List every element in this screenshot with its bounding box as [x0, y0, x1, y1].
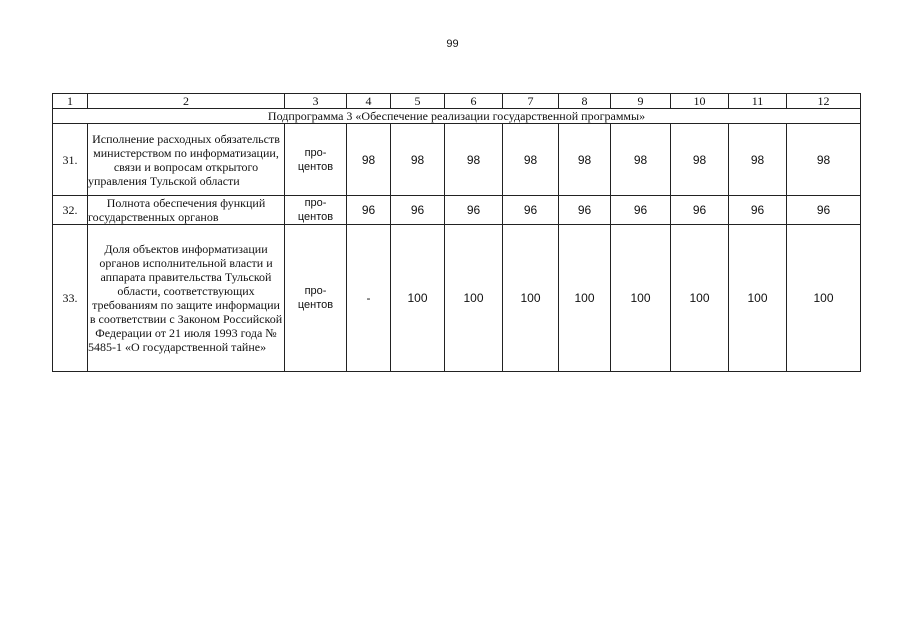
table-row: [53, 124, 861, 196]
value-cell: 98: [787, 124, 861, 196]
unit-line: центов: [297, 211, 334, 223]
value-cell: 100: [559, 225, 611, 372]
value-cell: 100: [787, 225, 861, 372]
unit-cell: [285, 225, 347, 372]
column-header: 7: [503, 94, 559, 109]
row-number: 32.: [53, 196, 88, 225]
unit-cell: [285, 196, 347, 225]
value-cell: 100: [503, 225, 559, 372]
subprogram-title: Подпрограмма 3 «Обеспечение реализации государственной программы»: [53, 109, 861, 124]
unit-cell: [285, 124, 347, 196]
value-cell: 96: [559, 196, 611, 225]
unit-line: про-: [304, 197, 327, 209]
value-cell: 98: [611, 124, 671, 196]
value-cell: 100: [391, 225, 445, 372]
column-header: 8: [559, 94, 611, 109]
indicator-name: Полнота обеспечения функций государственных органов: [88, 196, 285, 225]
table-row: [53, 225, 861, 372]
value-cell: 96: [729, 196, 787, 225]
unit-line: про-: [304, 285, 327, 297]
value-cell: 100: [671, 225, 729, 372]
value-cell: 98: [671, 124, 729, 196]
value-cell: 96: [391, 196, 445, 225]
value-cell: 96: [347, 196, 391, 225]
value-cell: 96: [787, 196, 861, 225]
value-cell: 100: [611, 225, 671, 372]
value-cell: -: [347, 225, 391, 372]
value-cell: 98: [559, 124, 611, 196]
value-cell: 98: [347, 124, 391, 196]
value-cell: 98: [729, 124, 787, 196]
value-cell: 100: [445, 225, 503, 372]
column-header: 12: [787, 94, 861, 109]
value-cell: 96: [611, 196, 671, 225]
unit-line: центов: [297, 160, 334, 173]
value-cell: 96: [671, 196, 729, 225]
column-header: 5: [391, 94, 445, 109]
indicator-name: Доля объектов информатизации органов исполнительной власти и аппарата правительства Тульской области, соответствующих требованиям по защите информации в соответствии с Законом Российской Федерации от 21 июля 1993 года № 5485-1 «О государственной тайне»: [88, 225, 285, 372]
column-header: 3: [285, 94, 347, 109]
row-number: 31.: [53, 124, 88, 196]
row-number: 33.: [53, 225, 88, 372]
value-cell: 98: [503, 124, 559, 196]
column-header: 11: [729, 94, 787, 109]
value-cell: 100: [729, 225, 787, 372]
column-header: 10: [671, 94, 729, 109]
unit-line: про-: [304, 146, 327, 159]
unit-line: центов: [297, 299, 334, 311]
indicators-table: [52, 93, 861, 372]
table-header-row: [53, 94, 861, 109]
value-cell: 98: [445, 124, 503, 196]
column-header: 2: [88, 94, 285, 109]
column-header: 4: [347, 94, 391, 109]
column-header: 9: [611, 94, 671, 109]
value-cell: 96: [503, 196, 559, 225]
page-number: 99: [446, 38, 459, 50]
subprogram-row: [53, 109, 861, 124]
value-cell: 98: [391, 124, 445, 196]
column-header: 1: [53, 94, 88, 109]
indicator-name: Исполнение расходных обязательств министерством по информатизации, связи и вопросам открытого управления Тульской области: [88, 124, 285, 196]
table-row: [53, 196, 861, 225]
column-header: 6: [445, 94, 503, 109]
value-cell: 96: [445, 196, 503, 225]
